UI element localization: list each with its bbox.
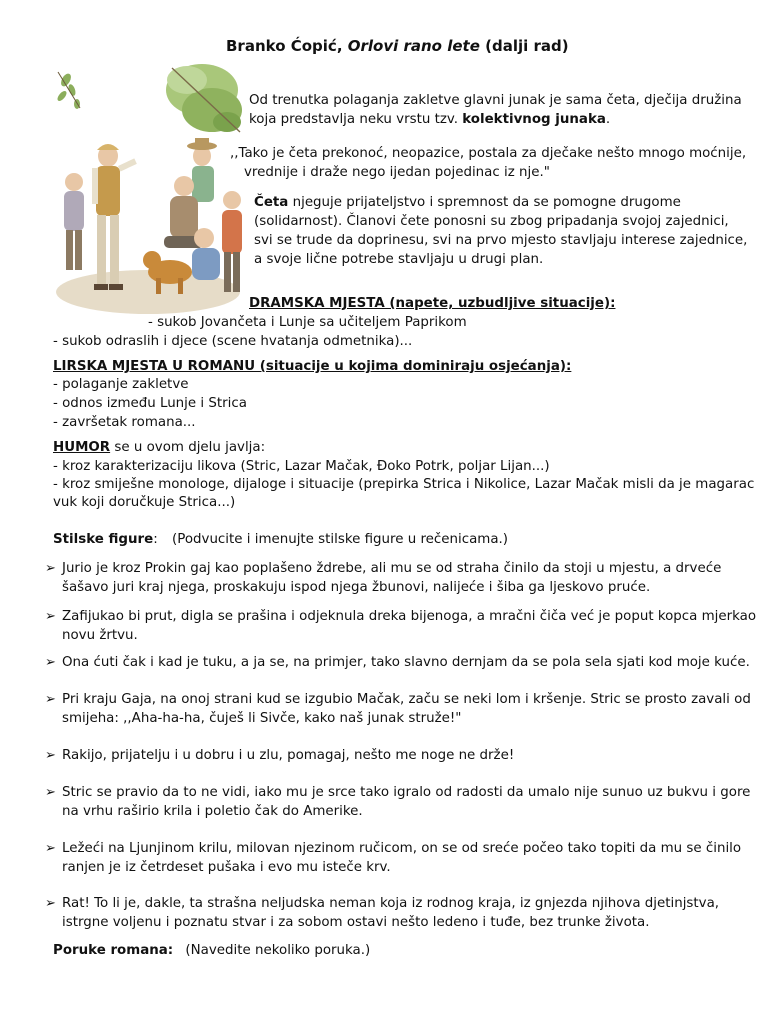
boy-figure-6	[192, 228, 220, 280]
sentence-text	[62, 559, 721, 597]
page-title	[226, 37, 569, 55]
humor-heading-line	[53, 438, 265, 457]
arrow-bullet-icon: ➢	[45, 609, 56, 624]
sentence-line: Ležeći na Ljunjinom krilu, milovan njezinom ručicom, on se od sreće počeo tako topiti da mu se činilo	[62, 841, 742, 856]
lirska-item: - završetak romana...	[53, 415, 196, 430]
poruke-label: Poruke romana:	[53, 943, 174, 958]
ceta-line-3: svi se trude da doprinesu, svi na prvo mjesto stavljaju interese zajednice,	[254, 233, 748, 248]
quote-line-2: vrednije i draže nego ijedan pojedinac iz nje."	[244, 165, 550, 180]
children-illustration	[52, 60, 244, 318]
dramska-item-1: - sukob Jovančeta i Lunje sa učiteljem Paprikom	[148, 315, 467, 330]
sentence-line: Pri kraju Gaja, na onoj strani kud se izgubio Mačak, začu se neki lom i kršenje. Stric se prosto zavali od	[62, 692, 751, 707]
leaf-sprig-left	[56, 72, 80, 109]
sentence-text	[62, 653, 750, 672]
humor-item-2a: - kroz smiješne monologe, dijaloge i situacije (prepirka Strica i Nikolice, Lazar Mačak misli da je magarac	[53, 477, 755, 492]
arrow-bullet-icon: ➢	[45, 692, 56, 707]
sentence-line: šašavo juri kraj njega, proskakuju ispod njega žbunovi, nalijeće i šiba ga ljeskovo pruće.	[62, 580, 651, 595]
arrow-bullet-icon: ➢	[45, 655, 56, 670]
sentence-line: smijeha: ,,Aha-ha-ha, čuješ li Sivče, kako naš junak struže!"	[62, 711, 462, 726]
sentence-text	[62, 783, 750, 821]
sentence-line: ranjen je iz četrdeset pušaka i evo mu isteče krv.	[62, 860, 391, 875]
title-author: Branko Ćopić,	[226, 37, 343, 55]
title-suffix: (dalji rad)	[485, 37, 569, 55]
lirska-item: - odnos između Lunje i Strica	[53, 396, 247, 411]
boy-figure-5	[222, 191, 242, 292]
humor-item-1: - kroz karakterizaciju likova (Stric, Lazar Mačak, Đoko Potrk, poljar Lijan...)	[53, 459, 550, 474]
arrow-bullet-icon: ➢	[45, 841, 56, 856]
arrow-bullet-icon: ➢	[45, 561, 56, 576]
intro-period: .	[605, 112, 611, 127]
sentence-text	[62, 607, 756, 645]
intro-line-1: Od trenutka polaganja zakletve glavni junak je sama četa, dječija družina	[249, 93, 742, 108]
sentence-line: novu žrtvu.	[62, 628, 138, 643]
ceta-paragraph	[254, 193, 747, 269]
humor-heading: HUMOR	[53, 440, 111, 455]
dramska-heading: DRAMSKA MJESTA (napete, uzbudljive situacije):	[249, 296, 616, 311]
ceta-line-2: (solidarnost). Članovi čete ponosni su zbog pripadanja svojoj zajednici,	[254, 214, 729, 229]
boy-figure-2	[92, 144, 137, 290]
boy-figure-1	[64, 173, 84, 270]
ceta-line-1	[254, 193, 747, 212]
humor-heading-rest: se u ovom djelu javlja:	[110, 440, 266, 455]
poruke-line	[53, 941, 370, 960]
quote-line-1: ,,Tako je četa prekonoć, neopazice, postala za dječake nešto mnogo moćnije,	[230, 146, 747, 161]
stilske-heading-line	[53, 530, 508, 549]
arrow-bullet-icon: ➢	[45, 785, 56, 800]
arrow-bullet-icon: ➢	[45, 748, 56, 763]
sentence-line: Rat! To li je, dakle, ta strašna neljudska neman koja iz rodnog kraja, iz gnjezda njihova djetinjstva,	[62, 896, 720, 911]
sentence-line: Zafijukao bi prut, digla se prašina i odjeknula dreka bijenoga, a mračni čiča već je poput kopca mjerkao	[62, 609, 757, 624]
stilske-instruction: (Podvucite i imenujte stilske figure u rečenicama.)	[172, 532, 509, 547]
sentence-line: Stric se pravio da to ne vidi, iako mu je srce tako igralo od radosti da umalo nije sunuo uz bukvu i gore	[62, 785, 751, 800]
title-work: Orlovi rano lete	[347, 37, 480, 55]
dramska-item-2: - sukob odraslih i djece (scene hvatanja odmetnika)...	[53, 334, 413, 349]
stilske-colon: :	[153, 532, 158, 547]
ceta-line-1-text: njeguje prijateljstvo i spremnost da se pomogne drugome	[288, 195, 681, 210]
intro-paragraph	[249, 91, 742, 129]
intro-text: koja predstavlja neku vrstu tzv.	[249, 112, 463, 127]
lirska-heading: LIRSKA MJESTA U ROMANU (situacije u kojima dominiraju osjećanja):	[53, 359, 572, 374]
sentence-line: Rakijo, prijatelju i u dobru i u zlu, pomagaj, nešto me noge ne drže!	[62, 748, 515, 763]
ceta-line-4: a svoje lične potrebe stavljaju u drugi plan.	[254, 252, 544, 267]
poruke-instruction: (Navedite nekoliko poruka.)	[185, 943, 371, 958]
humor-item-2b: vuk koji doručkuje Strica...)	[53, 495, 236, 510]
ceta-bold: Četa	[254, 195, 289, 210]
lirska-list	[53, 375, 247, 432]
intro-line-2	[249, 110, 742, 129]
sentence-line: Jurio je kroz Prokin gaj kao poplašeno ždrebe, ali mu se od straha činilo da stoji u mjestu, a drveće	[62, 561, 722, 576]
sentence-line: istrgne voljenu i poznatu stvar i za sobom ostavi nešto ledeno i tuđe, bez trunke života.	[62, 915, 650, 930]
tree-foliage	[166, 64, 242, 132]
sentence-line: na vrhu raširio krila i poletio čak do Amerike.	[62, 804, 363, 819]
sentence-text	[62, 894, 719, 932]
arrow-bullet-icon: ➢	[45, 896, 56, 911]
sentence-text	[62, 690, 751, 728]
intro-bold-term: kolektivnog junaka	[462, 112, 606, 127]
sentence-line: Ona ćuti čak i kad je tuku, a ja se, na primjer, tako slavno dernjam da se pola sela sjati kod moje kuće.	[62, 655, 750, 670]
stilske-label: Stilske figure	[53, 532, 154, 547]
lirska-item: - polaganje zakletve	[53, 377, 189, 392]
sentence-text	[62, 839, 741, 877]
sentence-text	[62, 746, 514, 765]
